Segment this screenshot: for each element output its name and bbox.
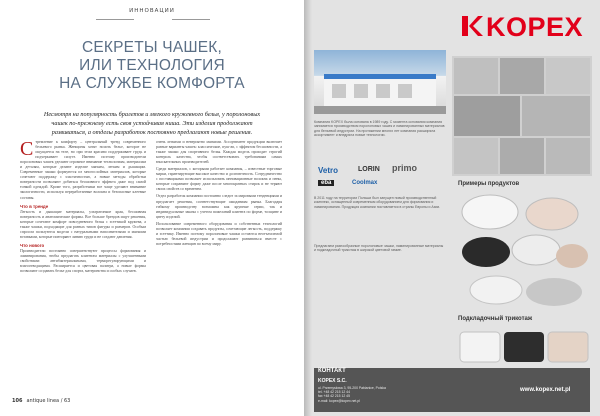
bra-cups-display	[456, 190, 592, 310]
article-column-1	[20, 140, 146, 405]
issue-label: antique linea / 63	[26, 398, 71, 404]
brand-logo-lorin: LORIN	[358, 166, 380, 173]
article-title-line-3: НА СЛУЖБЕ КОМФОРТА	[59, 75, 245, 92]
paragraph-text: тремление к комфорту – центральный тренд современного бельевого рынка. Женщины хотят носить белье, которое не ощущается на теле, но при этом красиво поддерживает грудь и подчеркивает силуэт. Именно поэтому производители поролоновых чашек уделяют огромное внимание технологиям, материалам и деталям, которые делают изделие мягким, легким и дышащим. Современные чашки формуются из многослойных материалов, которые сочетают поддержку с эластичностью, а новые методы обработки поверхности позволяют добиться бесшовного эффекта даже под самой тонкой одеждой. Кроме того, разработчики все чаще уделяют внимание экологичности, используя переработанные волокна и безопасные клеевые составы.	[20, 140, 146, 200]
rubric-rule-right	[172, 19, 210, 20]
knit-fabric-title: Подкладочный трикотаж	[458, 316, 533, 322]
contact-fax: fax +48 42 215 12 45	[318, 394, 350, 399]
paragraph: Использование современного оборудования и собственных технологий позволяет компании создавать продукты, сочетающие легкость, поддержку и эстетику. Именно поэтому поролоновые чашки остаются неотъемлемой частью бельевой индустрии и продолжают развиваться вместе с потребностями женщин по всему миру.	[156, 221, 282, 246]
gutter-shadow	[304, 0, 312, 416]
paragraph	[20, 140, 146, 201]
factory-illustration	[314, 50, 446, 114]
paragraph: Отдел разработок компании постоянно следит за мировыми тенденциями и предлагает решения, соответствующие ожиданиям рынка. Благодаря гибкому производству возможны как крупные серии, так и индивидуальные заказы с учетом пожеланий клиента по форме, толщине и цвету изделий.	[156, 194, 282, 219]
article-title-line-2: ИЛИ ТЕХНОЛОГИЯ	[79, 57, 225, 74]
paragraph: очень легкими и невероятно мягкими. Ассортимент продукции включает разные варианты чашек: классические, пуш-ап, с эффектом бесшовности, а также чашки для спортивного белья. Каждая модель проходит строгий контроль качества, чтобы соответствовать требованиям самых взыскательных производителей.	[156, 140, 282, 165]
contact-company: KOPEX S.C.	[318, 378, 347, 384]
product-photo-grid	[452, 56, 592, 176]
brand-logo-coolmax: Coolmax	[352, 180, 378, 186]
paragraph: Легкость и дышащие материалы, ультратонкие края, бесшовная поверхность и анатомические формы. Все больше брендов ищут решения, которые сочетают комфорт повседневного белья с эстетикой кружева, а также чашки, подходящие для разных типов фигуры и размеров. Особым спросом пользуются модели с натуральными наполнителями и мягкими вставками, которые повторяют линию груди и не создают давления.	[20, 209, 146, 239]
contact-phone: tel. +48 42 215 12 44	[318, 390, 350, 395]
contact-address: ul. Przemysłowa 3, 95-200 Pabianice, Polska	[318, 386, 386, 390]
kopex-logo-icon	[460, 14, 484, 38]
paragraph: Производители постоянно совершенствуют процессы формования и ламинирования, чтобы предлагать клиентам материалы с улучшенными свойствами: антибактериальными, терморегулирующими и влагоотводящими. Расширяется и цветовая палитра, а новые формы позволяют создавать белье для спорта, материнства и особых случаев.	[20, 248, 146, 274]
contact-heading: КОНТАКТ	[318, 368, 346, 374]
ad-text-2: В 2011 году на территории Польши был запущен новый производственный комплекс, оснащенный современным оборудованием для формования и ламинирования. Продукция компании поставляется в страны Европы и Азии.	[314, 196, 441, 209]
fabric-rolls-display	[456, 326, 592, 366]
page-folio	[12, 398, 70, 404]
website-link[interactable]: www.kopex.net.pl	[520, 387, 571, 393]
brand-logo-vetro: Vetro	[318, 166, 339, 175]
ad-text-1: Компания KOPEX была основана в 1989 году. С момента основания компания занимается производством поролоновых чашек и ламинированных материалов для бельевой индустрии. На протяжении многих лет компания расширяла ассортимент и внедряла новые технологии.	[314, 120, 445, 138]
article-title-line-1: СЕКРЕТЫ ЧАШЕК,	[81, 39, 223, 56]
subheading: Что в тренде	[20, 203, 49, 209]
ad-logo-text: KOPEX	[486, 12, 584, 42]
ad-header	[304, 10, 600, 46]
section-rubric: ИННОВАЦИИ	[129, 8, 175, 14]
products-title: Примеры продуктов	[458, 181, 520, 187]
article-column-2	[156, 140, 282, 405]
paragraph: Среди материалов, с которыми работает компания, – известные торговые марки, гарантирующие высокое качество и долговечность. Сотрудничество с поставщиками позволяет использовать инновационные волокна и пены, которые сохраняют форму даже после многократных стирок и не теряют своих свойств со временем.	[156, 167, 282, 192]
contact-details	[318, 386, 386, 403]
drop-cap: С	[20, 140, 34, 160]
contact-email: e-mail: kopex@kopex.net.pl	[318, 398, 360, 403]
brand-logo-eba: eba	[318, 180, 334, 186]
article-lead: Несмотря на популярность бралетов и мягкого кружевного белья, у поролоновых чашек по-прежнему есть своя устойчивая ниша. Эти изделия продолжают развиваться, а отделы разработок постоянно предлагают новые решения.	[43, 111, 261, 136]
brand-logo-primo: primo	[392, 163, 418, 173]
product-photos	[452, 56, 592, 176]
factory-photo	[314, 50, 446, 114]
page-number: 106	[12, 398, 23, 404]
subheading: Что нового	[20, 242, 45, 248]
ad-text-3: Предлагаем разнообразные поролоновые чашки, ламинированные материалы и подкладочный трикотаж в широкой цветовой гамме.	[314, 244, 444, 253]
rubric-rule-left	[96, 19, 134, 20]
